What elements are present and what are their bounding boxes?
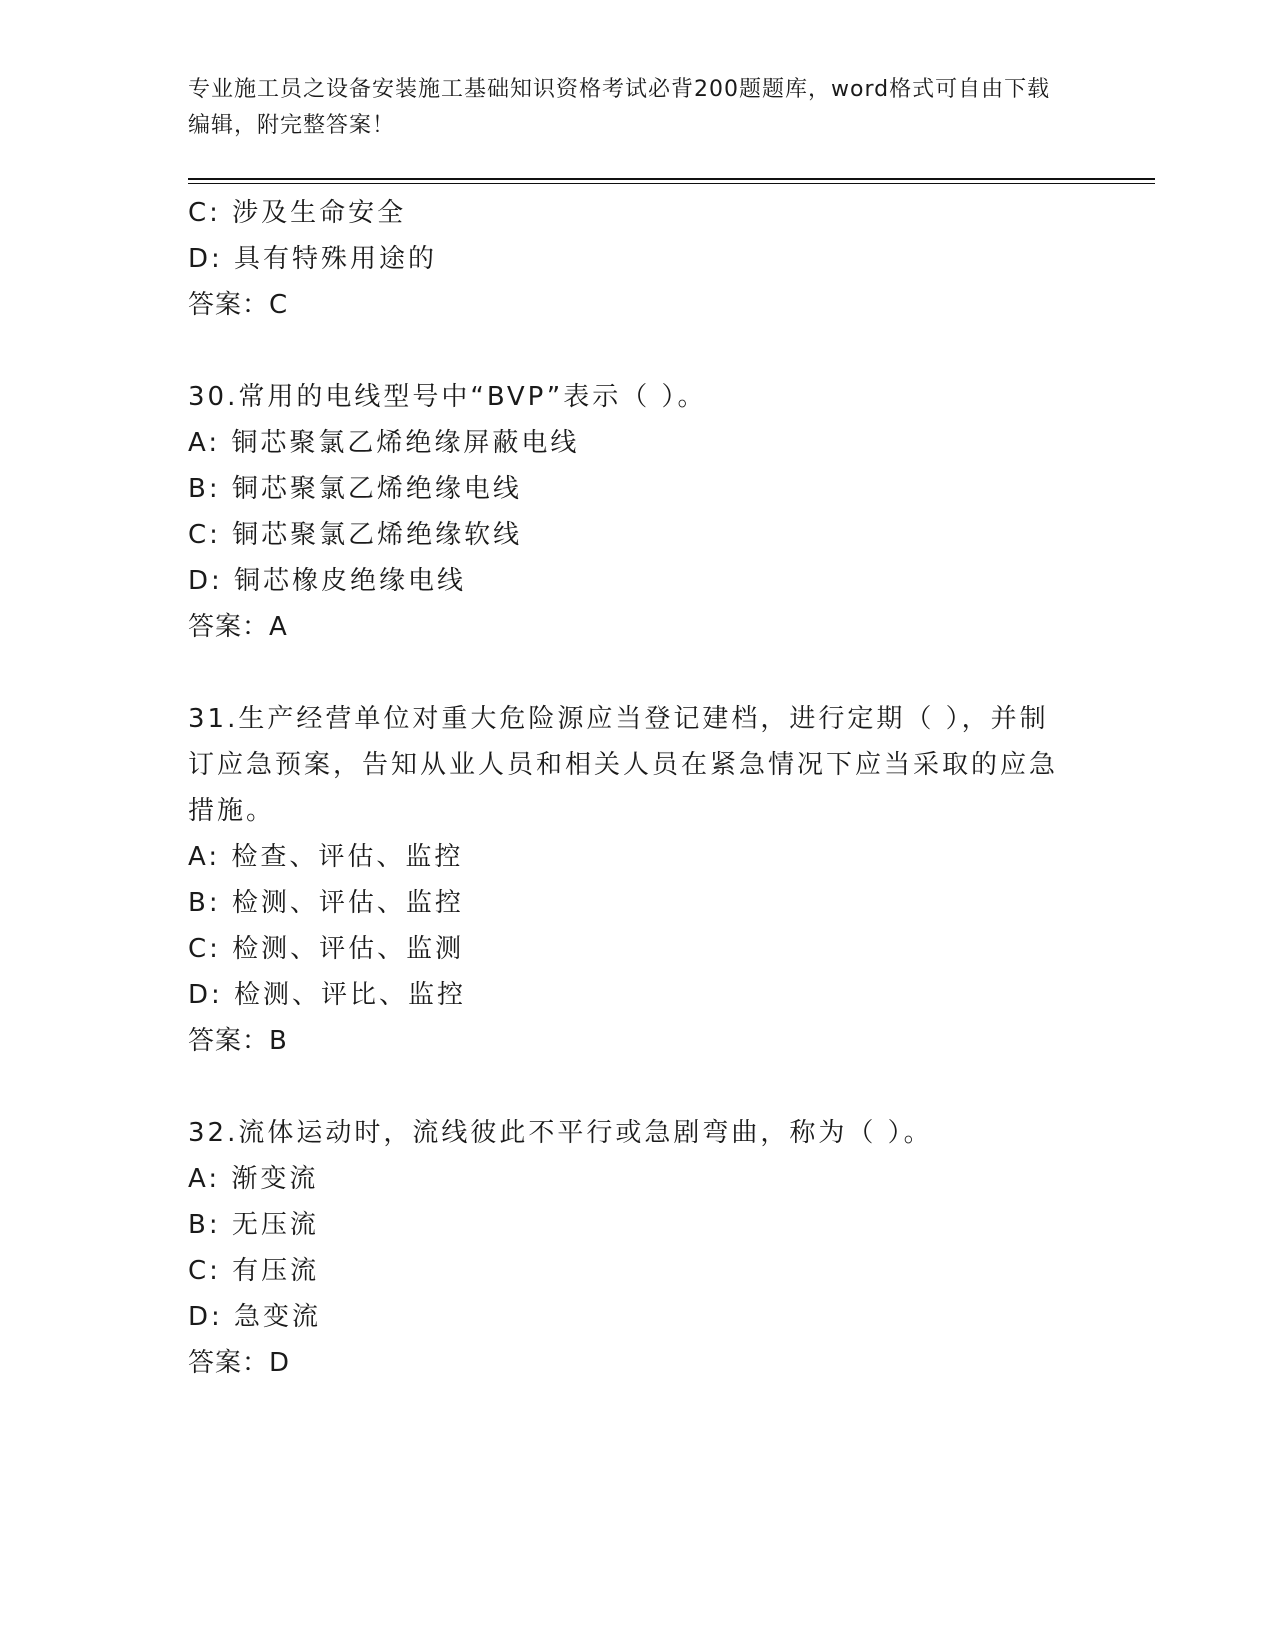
question-content xyxy=(188,190,1068,1386)
continued-question xyxy=(188,190,1068,328)
spacer xyxy=(188,1064,1068,1110)
option-c: C: 检测、评估、监测 xyxy=(188,934,465,964)
document-header xyxy=(188,72,1068,144)
option-a: A: 检查、评估、监控 xyxy=(188,842,464,872)
option-d: D: 具有特殊用途的 xyxy=(188,244,438,274)
header-divider xyxy=(188,178,1155,180)
spacer xyxy=(188,328,1068,374)
option-d: D: 铜芯橡皮绝缘电线 xyxy=(188,566,467,596)
question-stem: 32.流体运动时，流线彼此不平行或急剧弯曲，称为（ ）。 xyxy=(188,1118,933,1148)
option-a: A: 铜芯聚氯乙烯绝缘屏蔽电线 xyxy=(188,428,580,458)
question-stem: 31.生产经营单位对重大危险源应当登记建档，进行定期（ ），并制订应急预案，告知从业人员和相关人员在紧急情况下应当采取的应急措施。 xyxy=(188,704,1059,826)
spacer xyxy=(188,650,1068,696)
option-d: D: 检测、评比、监控 xyxy=(188,980,467,1010)
option-b: B: 无压流 xyxy=(188,1210,319,1240)
answer-line: 答案：D xyxy=(188,1348,291,1378)
option-b: B: 铜芯聚氯乙烯绝缘电线 xyxy=(188,474,522,504)
answer-line: 答案：B xyxy=(188,1026,288,1056)
question-stem: 30.常用的电线型号中“BVP”表示（ ）。 xyxy=(188,382,707,412)
question-30 xyxy=(188,374,1068,650)
question-32 xyxy=(188,1110,1068,1386)
option-c: C: 铜芯聚氯乙烯绝缘软线 xyxy=(188,520,523,550)
option-a: A: 渐变流 xyxy=(188,1164,319,1194)
option-c: C: 涉及生命安全 xyxy=(188,198,407,228)
answer-line: 答案：C xyxy=(188,290,289,320)
header-divider-thin xyxy=(188,183,1155,184)
answer-line: 答案：A xyxy=(188,612,288,642)
header-title: 专业施工员之设备安装施工基础知识资格考试必背200题题库，word格式可自由下载编辑，附完整答案！ xyxy=(188,77,1051,138)
option-d: D: 急变流 xyxy=(188,1302,322,1332)
option-c: C: 有压流 xyxy=(188,1256,320,1286)
option-b: B: 检测、评估、监控 xyxy=(188,888,464,918)
question-31 xyxy=(188,696,1068,1064)
